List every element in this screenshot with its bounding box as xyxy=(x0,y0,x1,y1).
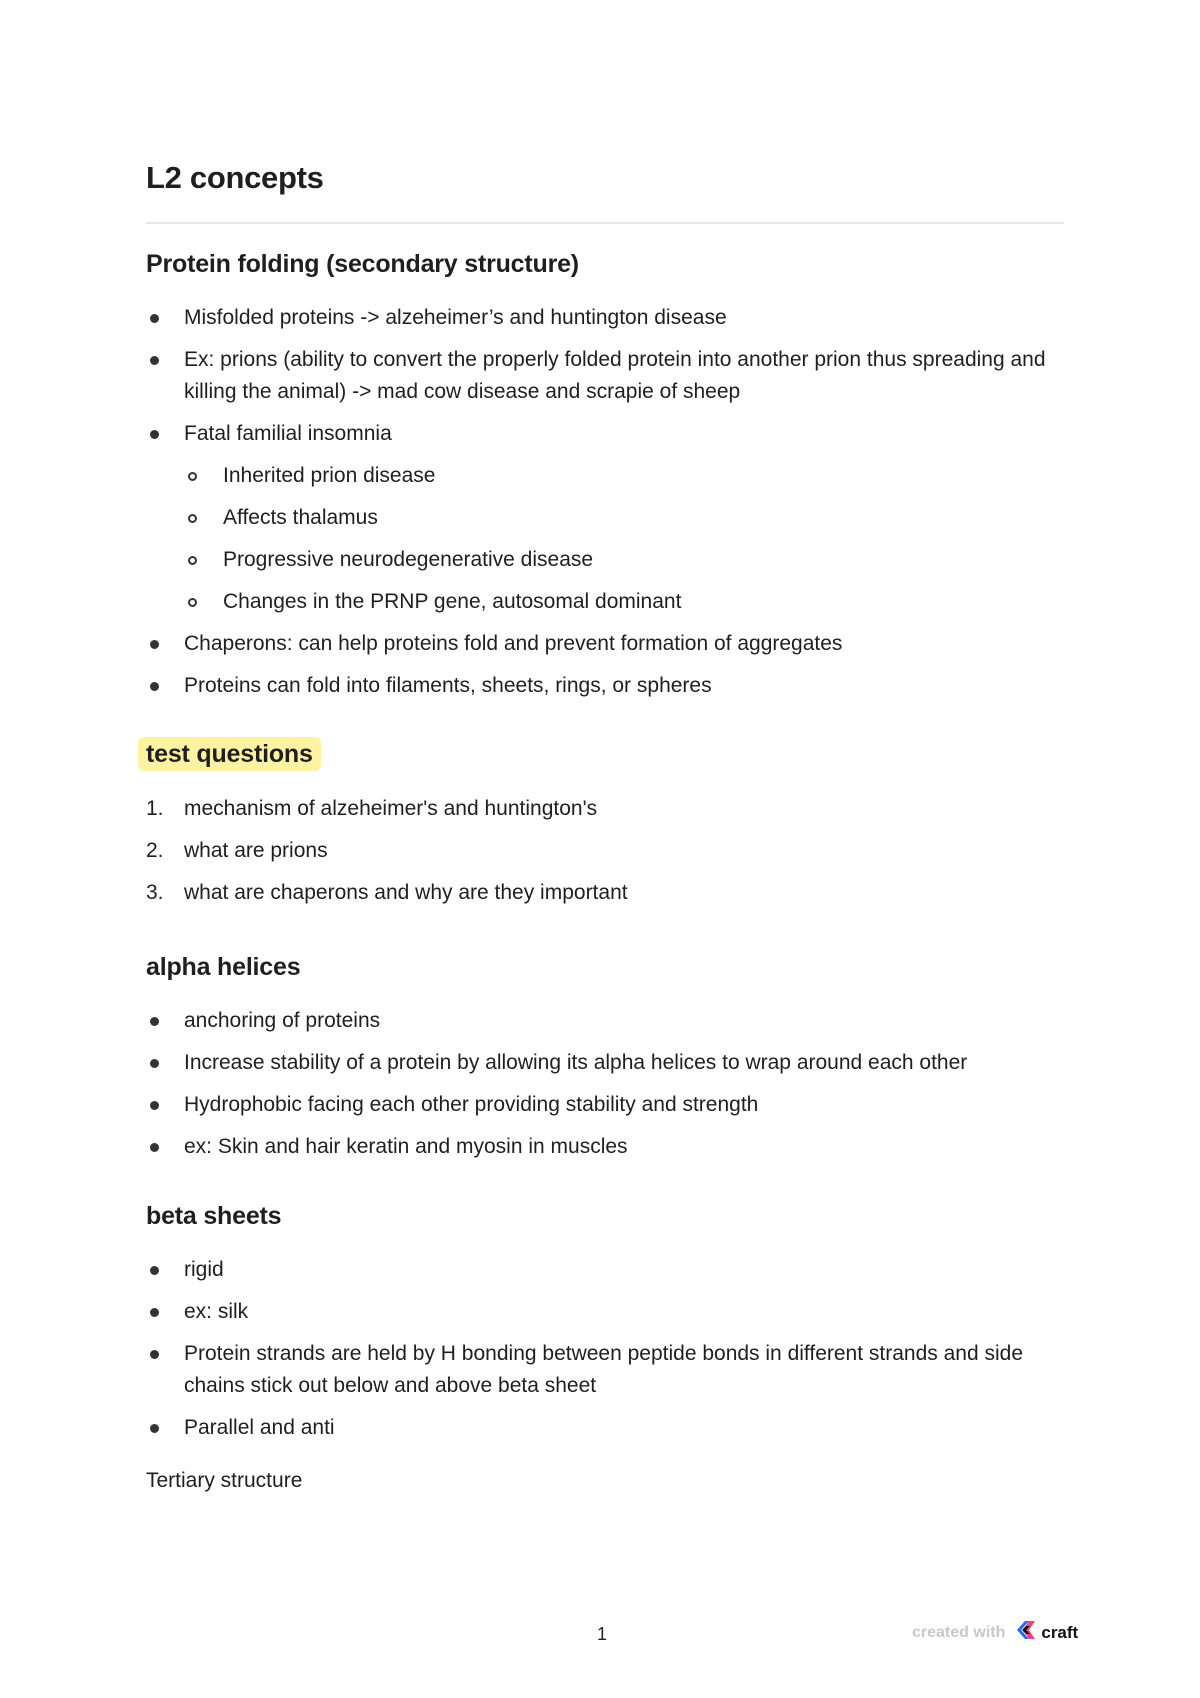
section-heading-alpha-helices: alpha helices xyxy=(146,953,301,981)
tertiary-structure-text: Tertiary structure xyxy=(146,1469,303,1492)
item-number: 1. xyxy=(146,797,164,820)
sub-list-item: Affects thalamus xyxy=(146,502,1066,534)
bullet-icon xyxy=(150,1424,159,1433)
list-item: ex: silk xyxy=(146,1296,1066,1328)
hollow-bullet-icon xyxy=(188,598,197,607)
protein-folding-list xyxy=(146,302,1066,712)
sub-list-item: Changes in the PRNP gene, autosomal dominant xyxy=(146,586,1066,618)
list-item: Hydrophobic facing each other providing stability and strength xyxy=(146,1089,1066,1121)
bullet-icon xyxy=(150,430,159,439)
numbered-item: 3. what are chaperons and why are they important xyxy=(146,877,1066,909)
section-heading-beta-sheets: beta sheets xyxy=(146,1202,282,1230)
page-number: 1 xyxy=(597,1624,608,1644)
sub-list-item: Progressive neurodegenerative disease xyxy=(146,544,1066,576)
highlighted-heading: test questions xyxy=(138,737,321,771)
craft-brand-name: craft xyxy=(1041,1622,1079,1642)
list-item: rigid xyxy=(146,1254,1066,1286)
title-divider xyxy=(146,222,1064,224)
bullet-icon xyxy=(150,314,159,323)
list-item: Protein strands are held by H bonding between peptide bonds in different strands and side chains stick out below and above beta sheet xyxy=(146,1338,1066,1402)
bullet-icon xyxy=(150,1266,159,1275)
numbered-item: 1. mechanism of alzeheimer's and huntington's xyxy=(146,793,1066,825)
bullet-icon xyxy=(150,356,159,365)
item-number: 2. xyxy=(146,839,164,862)
list-item: Increase stability of a protein by allowing its alpha helices to wrap around each other xyxy=(146,1047,1066,1079)
list-item: Ex: prions (ability to convert the properly folded protein into another prion thus spreading and killing the animal) -> mad cow disease and scrapie of sheep xyxy=(146,344,1066,408)
list-item: ex: Skin and hair keratin and myosin in muscles xyxy=(146,1131,1066,1163)
list-item: anchoring of proteins xyxy=(146,1005,1066,1037)
bullet-icon xyxy=(150,1059,159,1068)
item-number: 3. xyxy=(146,881,164,904)
bullet-icon xyxy=(150,1101,159,1110)
hollow-bullet-icon xyxy=(188,472,197,481)
numbered-item: 2. what are prions xyxy=(146,835,1066,867)
bullet-icon xyxy=(150,682,159,691)
bullet-icon xyxy=(150,1017,159,1026)
section-heading-test-questions xyxy=(146,740,321,769)
craft-logo-icon xyxy=(1015,1620,1037,1645)
hollow-bullet-icon xyxy=(188,514,197,523)
created-with-label: created with xyxy=(912,1623,1006,1641)
page-title: L2 concepts xyxy=(146,160,324,195)
bullet-icon xyxy=(150,1350,159,1359)
craft-branding xyxy=(912,1620,1078,1645)
section-heading-protein-folding: Protein folding (secondary structure) xyxy=(146,250,579,278)
list-item: Misfolded proteins -> alzeheimer’s and huntington disease xyxy=(146,302,1066,334)
bullet-icon xyxy=(150,1308,159,1317)
bullet-icon xyxy=(150,1143,159,1152)
sub-list-item: Inherited prion disease xyxy=(146,460,1066,492)
alpha-helices-list xyxy=(146,1005,1066,1173)
list-item: Fatal familial insomnia xyxy=(146,418,1066,450)
hollow-bullet-icon xyxy=(188,556,197,565)
list-item: Proteins can fold into filaments, sheets, rings, or spheres xyxy=(146,670,1066,702)
list-item: Parallel and anti xyxy=(146,1412,1066,1444)
beta-sheets-list xyxy=(146,1254,1066,1454)
bullet-icon xyxy=(150,640,159,649)
list-item: Chaperons: can help proteins fold and prevent formation of aggregates xyxy=(146,628,1066,660)
test-questions-list xyxy=(146,793,1066,919)
